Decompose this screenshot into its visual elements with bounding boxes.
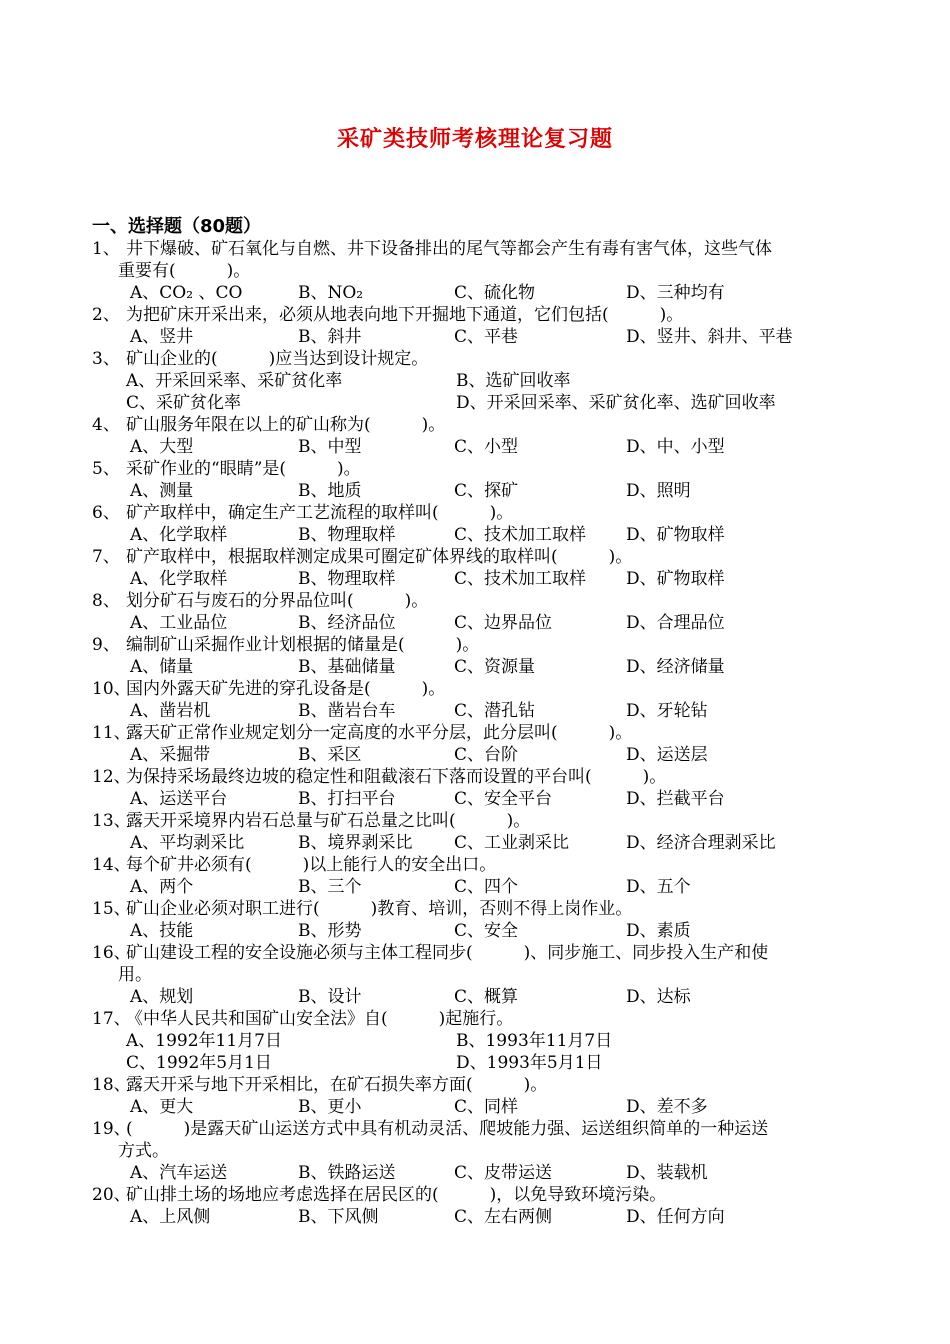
answer-option: D、中、小型: [626, 437, 725, 457]
option-row: [92, 480, 872, 502]
question-number: 6、: [92, 503, 120, 523]
answer-option: A、大型: [130, 437, 194, 457]
answer-option: B、更小: [298, 1097, 362, 1117]
question-text: 编制矿山采掘作业计划根据的储量是( )。: [126, 635, 480, 655]
answer-option: C、潜孔钻: [454, 701, 536, 721]
answer-option: B、中型: [298, 437, 362, 457]
question-text: 《中华人民共和国矿山安全法》自( )起施行。: [126, 1009, 514, 1029]
question-number: 3、: [92, 349, 120, 369]
answer-option: A、化学取样: [130, 569, 228, 589]
question-text: ( )是露天矿山运送方式中具有机动灵活、爬坡能力强、运送组织简单的一种运送: [126, 1119, 769, 1139]
answer-option: B、境界剥采比: [298, 833, 413, 853]
question-stem: [92, 414, 872, 436]
question-number: 12、: [92, 767, 131, 787]
answer-option: B、三个: [298, 877, 362, 897]
option-row: [92, 326, 872, 348]
question-number: 4、: [92, 415, 120, 435]
answer-option: D、差不多: [626, 1097, 708, 1117]
question-stem: [92, 502, 872, 524]
question-text: 采矿作业的“眼睛”是( )。: [126, 459, 361, 479]
option-row: [92, 1052, 872, 1074]
question-item: [92, 414, 872, 458]
answer-option: D、照明: [626, 481, 691, 501]
option-row: [92, 986, 872, 1008]
answer-option: A、两个: [130, 877, 194, 897]
answer-option: D、五个: [626, 877, 691, 897]
answer-option: B、物理取样: [298, 525, 396, 545]
question-number: 14、: [92, 855, 131, 875]
question-item: [92, 1008, 872, 1074]
answer-option: C、1992年5月1日: [126, 1053, 272, 1073]
question-text: 为保持采场最终边坡的稳定性和阻截滚石下落而设置的平台叫( )。: [126, 767, 667, 787]
question-text: 划分矿石与废石的分界品位叫( )。: [126, 591, 429, 611]
question-text: 为把矿床开采出来，必须从地表向地下开掘地下通道，它们包括( )。: [126, 305, 684, 325]
question-number: 18、: [92, 1075, 131, 1095]
question-item: [92, 854, 872, 898]
answer-option: A、汽车运送: [130, 1163, 228, 1183]
option-row: [92, 656, 872, 678]
option-row: [92, 568, 872, 590]
answer-option: D、三种均有: [626, 283, 725, 303]
answer-option: A、1992年11月7日: [126, 1031, 282, 1051]
answer-option: A、上风侧: [130, 1207, 211, 1227]
answer-option: C、安全: [454, 921, 519, 941]
answer-option: D、装载机: [626, 1163, 708, 1183]
document-title: 采矿类技师考核理论复习题: [336, 127, 613, 152]
question-number: 19、: [92, 1119, 131, 1139]
answer-option: B、凿岩台车: [298, 701, 396, 721]
question-stem: [92, 590, 872, 612]
answer-option: D、经济合理剥采比: [626, 833, 776, 853]
answer-option: D、任何方向: [626, 1207, 725, 1227]
question-text-continuation: 重要有( )。: [118, 261, 251, 281]
answer-option: B、采区: [298, 745, 362, 765]
question-item: [92, 898, 872, 942]
question-stem: [92, 722, 872, 744]
answer-option: D、1993年5月1日: [456, 1053, 603, 1073]
option-row: [92, 700, 872, 722]
question-item: [92, 1074, 872, 1118]
answer-option: B、设计: [298, 987, 362, 1007]
question-stem: [92, 766, 872, 788]
answer-option: B、NO₂: [298, 283, 364, 303]
answer-option: A、平均剥采比: [130, 833, 245, 853]
answer-option: C、台阶: [454, 745, 519, 765]
question-item: [92, 502, 872, 546]
answer-option: D、运送层: [626, 745, 708, 765]
question-number: 7、: [92, 547, 120, 567]
answer-option: C、硫化物: [454, 283, 536, 303]
question-text: 矿山企业的( )应当达到设计规定。: [126, 349, 429, 369]
question-text: 矿山服务年限在以上的矿山称为( )。: [126, 415, 446, 435]
question-number: 16、: [92, 943, 131, 963]
answer-option: A、技能: [130, 921, 194, 941]
question-text: 矿产取样中，确定生产工艺流程的取样叫( )。: [126, 503, 514, 523]
option-row: [92, 1162, 872, 1184]
answer-option: D、拦截平台: [626, 789, 725, 809]
answer-option: B、铁路运送: [298, 1163, 396, 1183]
question-item: [92, 590, 872, 634]
question-text: 露天开采与地下开采相比，在矿石损失率方面( )。: [126, 1075, 548, 1095]
answer-option: C、四个: [454, 877, 519, 897]
answer-option: B、经济品位: [298, 613, 396, 633]
answer-option: A、开采回采率、采矿贫化率: [126, 371, 343, 391]
answer-option: B、斜井: [298, 327, 362, 347]
answer-option: B、打扫平台: [298, 789, 396, 809]
question-text: 矿山排土场的场地应考虑选择在居民区的( )，以免导致环境污染。: [126, 1185, 667, 1205]
question-item: [92, 810, 872, 854]
question-text: 国内外露天矿先进的穿孔设备是( )。: [126, 679, 446, 699]
question-item: [92, 722, 872, 766]
answer-option: C、边界品位: [454, 613, 553, 633]
question-text: 每个矿井必须有( )以上能行人的安全出口。: [126, 855, 497, 875]
question-stem: [92, 238, 872, 260]
answer-option: D、合理品位: [626, 613, 725, 633]
option-row: [92, 282, 872, 304]
answer-option: A、规划: [130, 987, 194, 1007]
question-stem: [92, 546, 872, 568]
option-row: [92, 1096, 872, 1118]
question-number: 2、: [92, 305, 120, 325]
section-heading: 一、选择题（80题）: [92, 216, 262, 237]
question-stem: [92, 854, 872, 876]
question-number: 15、: [92, 899, 131, 919]
answer-option: B、选矿回收率: [456, 371, 571, 391]
answer-option: A、更大: [130, 1097, 194, 1117]
question-stem: [92, 1184, 872, 1206]
question-stem: [92, 1074, 872, 1096]
question-stem: [92, 898, 872, 920]
answer-option: C、安全平台: [454, 789, 553, 809]
option-row: [92, 524, 872, 546]
option-row: [92, 876, 872, 898]
answer-option: C、资源量: [454, 657, 536, 677]
question-text: 露天矿正常作业规定划分一定高度的水平分层，此分层叫( )。: [126, 723, 633, 743]
question-number: 13、: [92, 811, 131, 831]
answer-option: C、同样: [454, 1097, 519, 1117]
answer-option: C、采矿贫化率: [126, 393, 242, 413]
question-item: [92, 942, 872, 1008]
question-item: [92, 1184, 872, 1228]
question-item: [92, 678, 872, 722]
answer-option: A、测量: [130, 481, 194, 501]
answer-option: C、平巷: [454, 327, 519, 347]
question-number: 10、: [92, 679, 131, 699]
answer-option: A、凿岩机: [130, 701, 211, 721]
option-row: [92, 436, 872, 458]
answer-option: C、概算: [454, 987, 519, 1007]
answer-option: D、开采回采率、采矿贫化率、选矿回收率: [456, 393, 776, 413]
option-row: [92, 920, 872, 942]
question-text: 矿山建设工程的安全设施必须与主体工程同步( )、同步施工、同步投入生产和使: [126, 943, 769, 963]
answer-option: D、牙轮钻: [626, 701, 708, 721]
option-row: [92, 788, 872, 810]
answer-option: A、化学取样: [130, 525, 228, 545]
question-number: 20、: [92, 1185, 131, 1205]
question-item: [92, 348, 872, 414]
question-list: [92, 238, 872, 1228]
answer-option: D、竖井、斜井、平巷: [626, 327, 793, 347]
answer-option: A、竖井: [130, 327, 194, 347]
question-item: [92, 766, 872, 810]
question-number: 5、: [92, 459, 120, 479]
question-stem: [92, 1118, 872, 1140]
answer-option: D、矿物取样: [626, 525, 725, 545]
answer-option: B、物理取样: [298, 569, 396, 589]
question-number: 17、: [92, 1009, 131, 1029]
answer-option: D、达标: [626, 987, 691, 1007]
option-row: [92, 612, 872, 634]
question-stem: [92, 634, 872, 656]
question-item: [92, 238, 872, 304]
answer-option: A、采掘带: [130, 745, 211, 765]
answer-option: D、经济储量: [626, 657, 725, 677]
answer-option: C、皮带运送: [454, 1163, 553, 1183]
question-stem: [92, 304, 872, 326]
question-item: [92, 546, 872, 590]
answer-option: C、技术加工取样: [454, 569, 587, 589]
question-item: [92, 458, 872, 502]
question-stem: [92, 458, 872, 480]
question-item: [92, 304, 872, 348]
question-text-continuation: 用。: [118, 965, 152, 985]
question-stem: [92, 810, 872, 832]
answer-option: B、基础储量: [298, 657, 396, 677]
answer-option: B、形势: [298, 921, 362, 941]
question-stem: [92, 348, 872, 370]
option-row: [92, 370, 872, 392]
question-number: 8、: [92, 591, 120, 611]
answer-option: C、左右两侧: [454, 1207, 553, 1227]
question-stem: [92, 678, 872, 700]
question-stem: [92, 1008, 872, 1030]
answer-option: C、技术加工取样: [454, 525, 587, 545]
option-row: [92, 1206, 872, 1228]
answer-option: C、小型: [454, 437, 519, 457]
answer-option: A、工业品位: [130, 613, 228, 633]
answer-option: A、储量: [130, 657, 194, 677]
answer-option: C、工业剥采比: [454, 833, 570, 853]
question-text-continuation: 方式。: [118, 1141, 169, 1161]
answer-option: C、探矿: [454, 481, 519, 501]
question-number: 1、: [92, 239, 120, 259]
question-number: 9、: [92, 635, 120, 655]
question-stem: [92, 942, 872, 964]
question-text: 矿山企业必须对职工进行( )教育、培训，否则不得上岗作业。: [126, 899, 633, 919]
answer-option: B、下风侧: [298, 1207, 379, 1227]
answer-option: B、地质: [298, 481, 362, 501]
answer-option: D、矿物取样: [626, 569, 725, 589]
option-row: [92, 1030, 872, 1052]
option-row: [92, 832, 872, 854]
question-number: 11、: [92, 723, 131, 743]
answer-option: D、素质: [626, 921, 691, 941]
answer-option: A、CO₂ 、CO: [130, 283, 243, 303]
question-text: 露天开采境界内岩石总量与矿石总量之比叫( )。: [126, 811, 531, 831]
question-text: 矿产取样中，根据取样测定成果可圈定矿体界线的取样叫( )。: [126, 547, 633, 567]
option-row: [92, 744, 872, 766]
option-row: [92, 392, 872, 414]
question-text: 井下爆破、矿石氧化与自燃、井下设备排出的尾气等都会产生有毒有害气体，这些气体: [126, 239, 772, 259]
answer-option: B、1993年11月7日: [456, 1031, 613, 1051]
question-item: [92, 1118, 872, 1184]
answer-option: A、运送平台: [130, 789, 228, 809]
question-item: [92, 634, 872, 678]
